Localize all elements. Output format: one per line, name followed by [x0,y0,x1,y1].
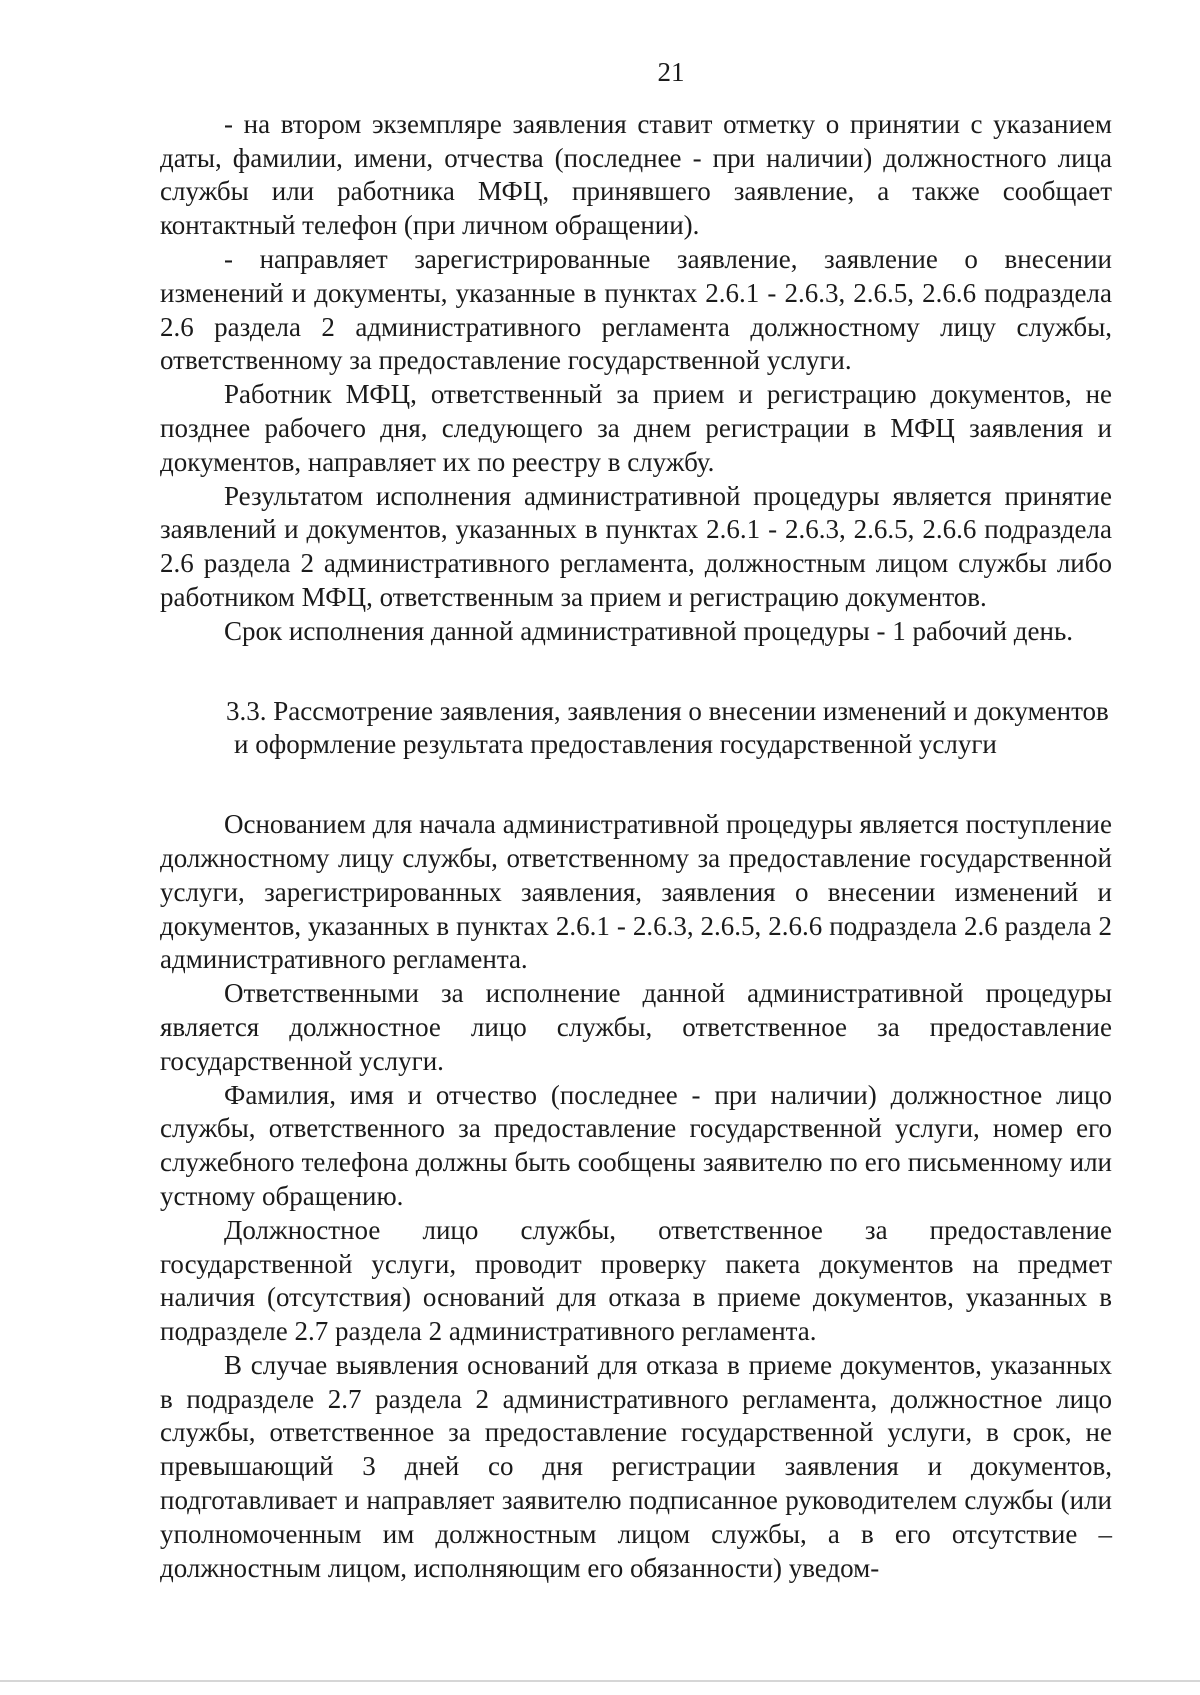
paragraph-3: Работник МФЦ, ответственный за прием и регистрацию документов, не позднее рабочего дня, следующего за днем регистрации в МФЦ заявления и документов, направляет их по реестру в службу. [160,379,1112,477]
paragraph-4: Результатом исполнения административной процедуры является принятие заявлений и документов, указанных в пунктах 2.6.1 - 2.6.3, 2.6.5, 2.6.6 подраздела 2.6 раздела 2 административного регламента, должностным лицом службы либо работником МФЦ, ответственным за прием и регистрацию документов. [160,480,1112,612]
paragraph-1: - на втором экземпляре заявления ставит отметку о принятии с указанием даты, фамилии, имени, отчества (последнее - при наличии) должностного лица службы или работника МФЦ, принявшего заявление, а также сообщает контактный телефон (при личном обращении). [160,108,1112,241]
paragraph-9: Должностное лицо службы, ответственное за предоставление государственной услуги, проводит проверку пакета документов на предмет наличия (отсутствия) оснований для отказа в приеме документов, указанных в подразделе 2.7 раздела 2 административного регламента. [160,1214,1112,1347]
paragraph-7: Ответственными за исполнение данной административной процедуры является должностное лицо службы, ответственное за предоставление государственной услуги. [160,978,1112,1076]
paragraph-2: - направляет зарегистрированные заявление, заявление о внесении изменений и документы, указанные в пунктах 2.6.1 - 2.6.3, 2.6.5, 2.6.6 подраздела 2.6 раздела 2 административного регламента должностному лицу службы, ответственному за предоставление государственной услуги. [160,243,1112,376]
paragraph-6: Основанием для начала административной процедуры является поступление должностному лицу службы, ответственному за предоставление государственной услуги, зарегистрированных заявления, заявления о внесении изменений и документов, указанных в пунктах 2.6.1 - 2.6.3, 2.6.5, 2.6.6 подраздела 2.6 раздела 2 административного регламента. [160,809,1112,975]
paragraph-8: Фамилия, имя и отчество (последнее - при наличии) должностное лицо службы, ответственного за предоставление государственной услуги, номер его служебного телефона должны быть сообщены заявителю по его письменному или устному обращению. [160,1079,1112,1211]
scan-edge-line [0,1680,1200,1682]
section-heading: 3.3. Рассмотрение заявления, заявления о внесении изменений и документов и оформление результата предоставления государственной услуги [226,695,1109,760]
paragraph-5: Срок исполнения данной административной процедуры - 1 рабочий день. [224,615,1074,646]
page-number: 21 [657,57,685,87]
paragraph-10: В случае выявления оснований для отказа в приеме документов, указанных в подразделе 2.7 раздела 2 административного регламента, должностное лицо службы, ответственное за предоставление государственной услуги, в срок, не превышающий 3 дней со дня регистрации заявления и документов, подготавливает и направляет заявителю подписанное руководителем службы (или уполномоченным им должностным лицом службы, а в его отсутствие – должностным лицом, исполняющим его обязанности) уведом- [160,1349,1112,1583]
